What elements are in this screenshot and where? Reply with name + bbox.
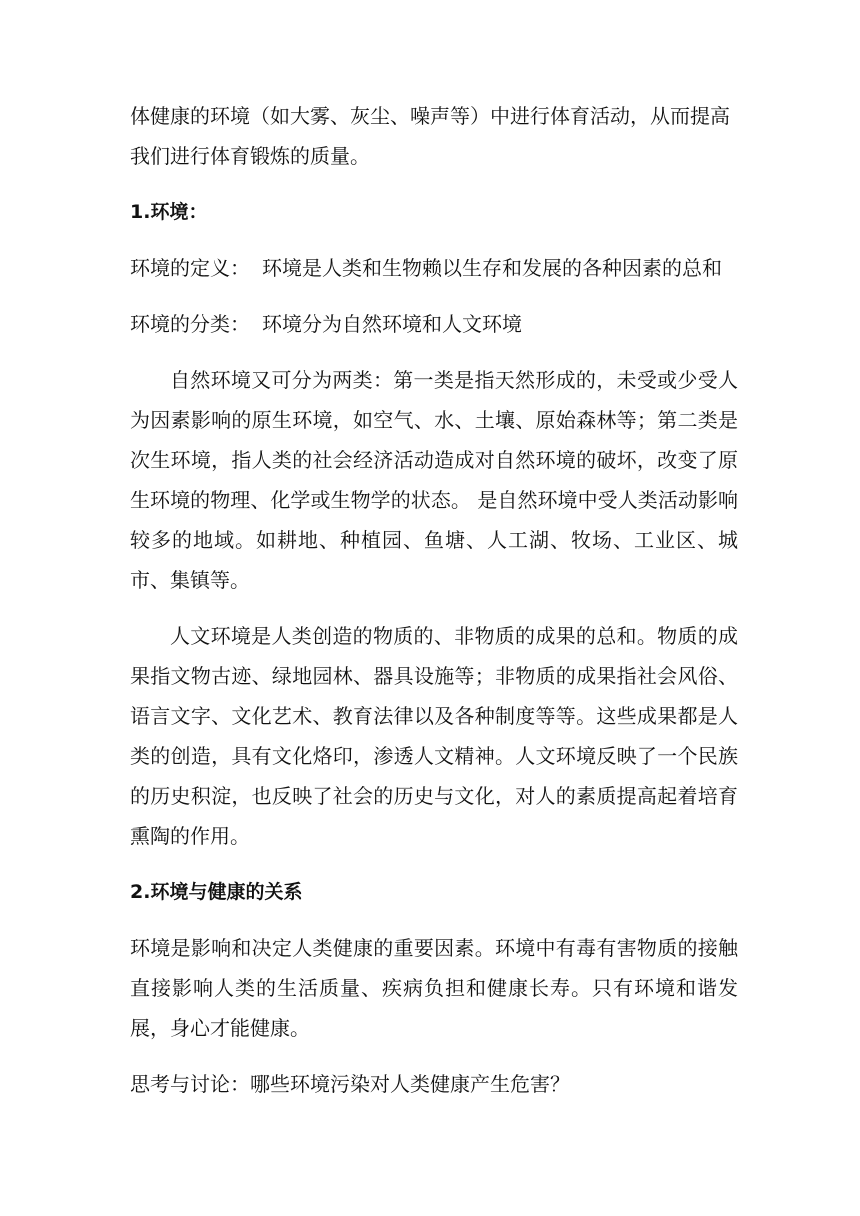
section-heading-environment-health: 2.环境与健康的关系 <box>130 881 303 903</box>
section-heading-environment: 1.环境： <box>130 201 208 223</box>
definition-text: 环境是人类和生物赖以生存和发展的各种因素的总和 <box>262 256 722 280</box>
continuation-paragraph: 体健康的环境（如大雾、灰尘、噪声等）中进行体育活动，从而提高我们进行体育锻炼的质量。 <box>130 104 730 168</box>
natural-environment-paragraph: 自然环境又可分为两类：第一类是指天然形成的，未受或少受人为因素影响的原生环境，如空气、水、土壤、原始森林等；第二类是次生环境，指人类的社会经济活动造成对自然环境的破坏，改变了原生环境的物理、化学或生物学的状态。 是自然环境中受人类活动影响较多的地域。如耕地、种植园、鱼塘、人工湖、牧场、工业区、城市、集镇等。 <box>130 368 738 592</box>
document-body <box>130 96 738 1120</box>
definition-label: 环境的定义： <box>130 256 250 280</box>
classification-label: 环境的分类： <box>130 312 250 336</box>
environment-classification <box>130 304 738 344</box>
environment-definition <box>130 248 738 288</box>
classification-text: 环境分为自然环境和人文环境 <box>262 312 522 336</box>
environment-health-paragraph: 环境是影响和决定人类健康的重要因素。环境中有毒有害物质的接触直接影响人类的生活质量、疾病负担和健康长寿。只有环境和谐发展，身心才能健康。 <box>130 936 738 1040</box>
discussion-question: 思考与讨论：哪些环境污染对人类健康产生危害？ <box>130 1072 570 1096</box>
human-environment-paragraph: 人文环境是人类创造的物质的、非物质的成果的总和。物质的成果指文物古迹、绿地园林、器具设施等；非物质的成果指社会风俗、语言文字、文化艺术、教育法律以及各种制度等等。这些成果都是人类的创造，具有文化烙印，渗透人文精神。人文环境反映了一个民族的历史积淀，也反映了社会的历史与文化，对人的素质提高起着培育熏陶的作用。 <box>130 624 738 848</box>
